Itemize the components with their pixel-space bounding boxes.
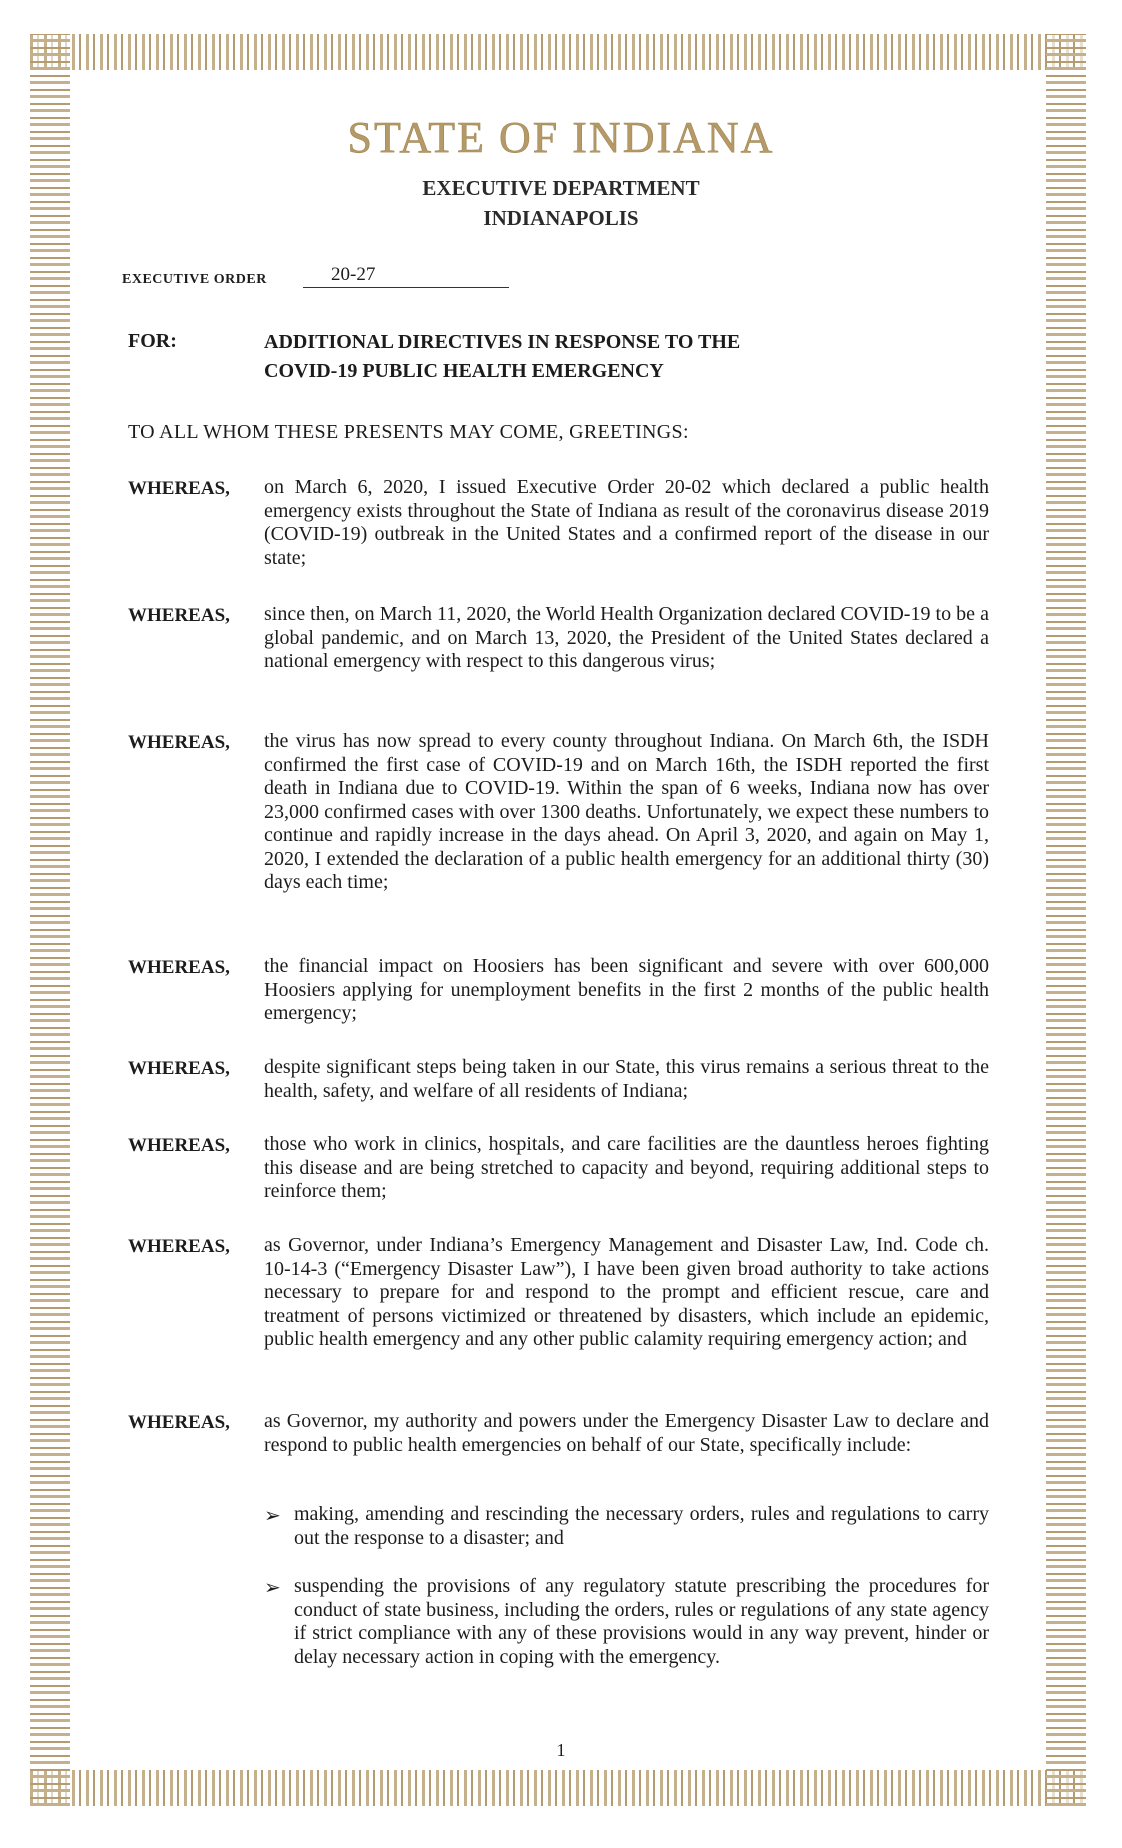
greeting: TO ALL WHOM THESE PRESENTS MAY COME, GREETINGS: <box>128 421 689 443</box>
whereas-clause: since then, on March 11, 2020, the World Health Organization declared COVID-19 to be a global pandemic, and on March 13, 2020, the President of the United States declared a national emergency with respect to this dangerous virus; <box>264 603 989 672</box>
ornamental-border-left <box>30 34 70 1806</box>
whereas-clause: despite significant steps being taken in our State, this virus remains a serious threat to the health, safety, and welfare of all residents of Indiana; <box>264 1056 989 1102</box>
whereas-clause: those who work in clinics, hospitals, and care facilities are the dauntless heroes fighting this disease and are being stretched to capacity and beyond, requiring additional steps to reinforce them; <box>264 1133 989 1202</box>
whereas-label: WHEREAS, <box>128 1412 230 1433</box>
state-title: STATE OF INDIANA <box>347 113 775 162</box>
whereas-clause: as Governor, under Indiana’s Emergency Management and Disaster Law, Ind. Code ch. 10-14-3 (“Emergency Disaster Law”), I have been given broad authority to take actions necessary to prepare for and respond to the prompt and efficient rescue, care and treatment of persons victimized or threatened by disasters, which include an epidemic, public health emergency and any other public calamity requiring emergency action; and <box>264 1234 989 1350</box>
whereas-label: WHEREAS, <box>128 1236 230 1257</box>
whereas-label: WHEREAS, <box>128 1058 230 1079</box>
ornamental-border-right <box>1046 34 1086 1806</box>
whereas-label: WHEREAS, <box>128 957 230 978</box>
whereas-label: WHEREAS, <box>128 605 230 626</box>
whereas-clause: the financial impact on Hoosiers has been significant and severe with over 600,000 Hoosiers applying for unemployment benefits in the first 2 months of the public health emergency; <box>264 955 989 1024</box>
whereas-clause: on March 6, 2020, I issued Executive Order 20-02 which declared a public health emergency exists throughout the State of Indiana as result of the coronavirus disease 2019 (COVID-19) outbreak in the United States and a confirmed report of the disease in our state; <box>264 476 989 569</box>
whereas-label: WHEREAS, <box>128 1135 230 1156</box>
whereas-label: WHEREAS, <box>128 732 230 753</box>
whereas-label: WHEREAS, <box>128 478 230 499</box>
for-label: FOR: <box>128 330 177 352</box>
order-subject-line-2: COVID-19 PUBLIC HEALTH EMERGENCY <box>264 360 664 382</box>
arrow-bullet-icon: ➢ <box>264 1577 281 1599</box>
bullet-item: making, amending and rescinding the necessary orders, rules and regulations to carry out the response to a disaster; and <box>294 1503 989 1549</box>
whereas-clause: the virus has now spread to every county throughout Indiana. On March 6th, the ISDH confirmed the first case of COVID-19 and on March 16th, the ISDH reported the first death in Indiana due to COVID-19. Within the span of 6 weeks, Indiana now has over 23,000 confirmed cases with over 1300 deaths. Unfortunately, we expect these numbers to continue and rapidly increase in the days ahead. On April 3, 2020, and again on May 1, 2020, I extended the declaration of a public health emergency for an additional thirty (30) days each time; <box>264 730 989 893</box>
whereas-clause: as Governor, my authority and powers under the Emergency Disaster Law to declare and respond to public health emergencies on behalf of our State, specifically include: <box>264 1410 989 1456</box>
page-number: 1 <box>556 1740 566 1760</box>
executive-order-label: EXECUTIVE ORDER <box>122 272 267 287</box>
ornamental-border-bottom <box>30 1770 1086 1806</box>
arrow-bullet-icon: ➢ <box>264 1505 281 1527</box>
executive-order-number: 20-27 <box>303 263 509 288</box>
ornamental-border-top <box>30 34 1086 70</box>
city-heading: INDIANAPOLIS <box>483 206 639 230</box>
department-heading: EXECUTIVE DEPARTMENT <box>422 176 700 200</box>
bullet-item: suspending the provisions of any regulatory statute prescribing the procedures for conduct of state business, including the orders, rules or regulations of any state agency if strict compliance with any of these provisions would in any way prevent, hinder or delay necessary action in coping with the emergency. <box>294 1575 989 1668</box>
order-subject <box>264 328 740 386</box>
order-subject-line-1: ADDITIONAL DIRECTIVES IN RESPONSE TO THE <box>264 331 741 353</box>
